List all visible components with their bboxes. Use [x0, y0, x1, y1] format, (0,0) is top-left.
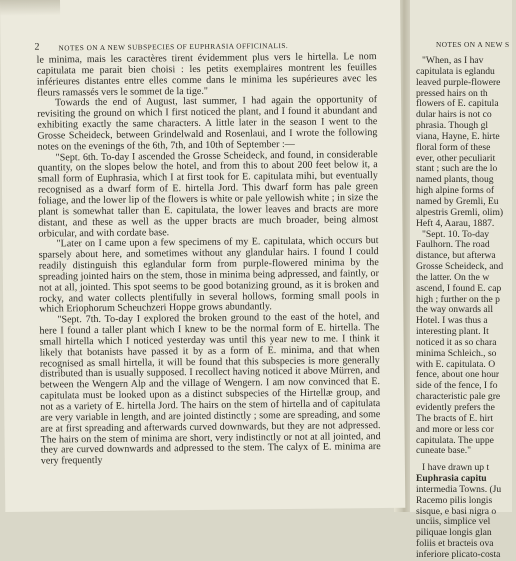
- text-line: noticed it as so chara: [416, 336, 497, 348]
- right-page-body: [416, 56, 516, 561]
- right-running-head: NOTES ON A NEW S: [436, 40, 510, 49]
- text-line: interesting plant. It: [416, 326, 489, 338]
- text-line: phrasia. Though gl: [416, 120, 489, 132]
- text-line: capitulata is eglandu: [416, 65, 495, 77]
- running-head-title: NOTES ON A NEW SUBSPECIES OF EUPHRASIA OFFICINALIS.: [58, 40, 289, 53]
- text-line: I have drawn up t: [422, 462, 490, 474]
- text-line: with E. capitulata. O: [416, 358, 496, 370]
- text-line: high ; further on the p: [416, 293, 500, 305]
- text-line: the way onwards all: [416, 304, 493, 316]
- text-line: named plants, thoug: [416, 174, 494, 186]
- text-line: ascend, I found E. cap: [416, 282, 502, 294]
- text-line: Hotel. I was thus a: [416, 315, 488, 327]
- page-number: 2: [34, 41, 41, 53]
- text-line: and more or less cor: [416, 423, 494, 435]
- text-line: pressed hairs on th: [416, 87, 488, 99]
- paragraph: le minima, mais les caractères tirent évidemment plus vers le hirtella. Le nom capitulata me parait bien choisi : les petits exemplaires montrent les feuilles inférieures distantes entre elles comme dans le minima les supérieures avec les fleurs ramassés vers le sommet de la tige.": [36, 51, 377, 99]
- paragraph: "Sept. 6th. To-day I ascended the Grosse Scheideck, and found, in considerable quantity, on the slopes below the hotel, and from this to about 200 feet below it, a small form of Euphrasia, which I at first took for E. capitulata mihi, but eventually recognised as a dwarf form of E. hirtella Jord. This dwarf form has pale green foliage, and the lower lip of the flowers is white or pale yellowish white ; in size the plant is somewhat taller than E. capitulata, the lower leaves and bracts are more distant, and these as well as the upper bracts are much broader, being almost orbicular, and with cordate base.: [37, 148, 379, 240]
- right-page: [410, 0, 512, 560]
- text-line: foliis et bracteis ova: [416, 538, 494, 550]
- text-line: ever, other peculiarit: [416, 152, 496, 164]
- text-line: dular hairs is not co: [416, 109, 492, 121]
- text-line: minima Schleich., so: [416, 347, 497, 359]
- paragraph: "Sept. 7th. To-day I explored the broken ground to the east of the hotel, and here I found a taller plant which I knew to be the normal form of E. hirtella. The small hirtella which I noticed yesterday was until this year new to me. I think it likely that botanists have passed it by as a form of E. minima, and that when recognised as small hirtella, it will be found that this subspecies is more generally distributed than is usually supposed. I recollect having noticed it above Mürren, and between the Wengern Alp and the village of Wengern. I am now convinced that E. capitulata must be looked upon as a distinct subspecies of the Hirtellæ group, and not as a variety of E. hirtella Jord. The hairs on the stem of hirtella and of capitulata are very variable in length, and are jointed distinctly ; some are spreading, and some are at first spreading and afterwards curved downwards, but they are not adpressed. The hairs on the stem of minima are short, very indistinctly or not at all jointed, and they are curved downwards and adpressed to the stem. The calyx of E. minima are very frequently: [39, 311, 381, 467]
- text-line: flowers of E. capitula: [416, 98, 499, 110]
- text-line: floral form of these: [416, 141, 491, 153]
- text-line: alpestris Gremli, olim): [416, 206, 504, 218]
- text-line: Grosse Scheideck, and: [416, 261, 504, 273]
- text-line: piliquae longis glan: [416, 527, 492, 539]
- text-line: leaved purple-flowere: [416, 76, 501, 88]
- text-line: Euphrasia capitu: [416, 473, 487, 485]
- text-line: named by Gremli, Eu: [416, 195, 499, 207]
- text-line: Racemo pilis longis: [416, 494, 493, 506]
- text-line: "When, as I hav: [422, 55, 484, 66]
- text-line: sisque, e basi nigra o: [416, 505, 497, 517]
- text-line: inferiore plicato-costa: [416, 548, 501, 560]
- text-line: intermedia Towns. (Ju: [416, 483, 502, 495]
- text-line: viana, Hayne, E. hirte: [416, 130, 500, 142]
- text-line: stant ; such are the lo: [416, 163, 498, 175]
- text-line: characteristic pale gre: [416, 391, 501, 403]
- left-page-body: [37, 52, 381, 468]
- text-line: cuneate base.": [416, 445, 472, 457]
- paragraph: "Later on I came upon a few specimens of my E. capitulata, which occurs but sparsely about here, and sometimes without any glandular hairs. I found I could readily distinguish this eglandular form from purple-flowered minima by the spreading jointed hairs on the stem, those in minima being adpressed, and faintly, or not at all, jointed. This spot seems to be good botanizing ground, as it is broken and rocky, and water collects plentifully in several hollows, forming small pools in which Eriophorum Scheuchzeri Hoppe grows abundantly.: [38, 235, 380, 316]
- text-line: side of the fence, I fo: [416, 380, 498, 392]
- text-line: distance, but afterwa: [416, 250, 496, 262]
- paragraph: Towards the end of August, last summer, I had again the opportunity of revisiting the ground on which I first noticed the plant, and I found it abundant and exhibiting exactly the same characters. A little later in the season I went to the Grosse Scheideck, between Grindelwald and Rosenlaui, and I wrote the following notes on the evenings of the 6th, 7th, and 10th of September :—: [37, 94, 378, 153]
- text-line: "Sept. 10. To-day: [422, 228, 490, 240]
- text-line: high alpine forms of: [416, 185, 495, 197]
- text-line: The bracts of E. hirt: [416, 412, 493, 424]
- text-line: fence, about one hour: [416, 369, 500, 381]
- page-corner-shadow: [0, 0, 60, 16]
- text-line: Heft 4, Aarau, 1887.: [416, 217, 495, 229]
- text-line: unciis, simplice vel: [416, 516, 491, 528]
- text-line: evidently prefers the: [416, 402, 495, 413]
- text-line: capitulata. The uppe: [416, 434, 494, 446]
- text-line: the latter. On the w: [416, 271, 490, 283]
- text-line: Faulhorn. The road: [416, 239, 490, 251]
